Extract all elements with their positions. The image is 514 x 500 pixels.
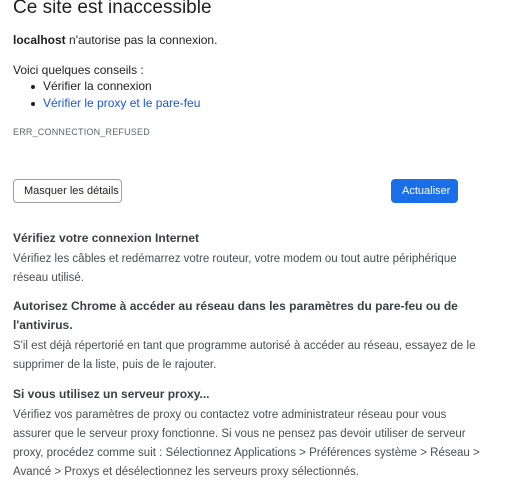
hide-details-button[interactable]: Masquer les détails <box>13 179 122 203</box>
summary-message: n'autorise pas la connexion. <box>65 33 218 47</box>
tips-heading: Voici quelques conseils : <box>13 63 144 77</box>
error-code: ERR_CONNECTION_REFUSED <box>13 127 150 137</box>
tip-check-connection <box>43 78 200 95</box>
summary-host: localhost <box>13 33 66 47</box>
page-title: Ce site est inaccessible <box>13 0 212 18</box>
section-heading: Vérifiez votre connexion Internet <box>13 231 200 245</box>
details-section-proxy <box>13 385 483 482</box>
error-summary <box>13 32 217 48</box>
details-section-firewall <box>13 297 483 375</box>
section-body: Vérifiez les câbles et redémarrez votre routeur, votre modem ou tout autre périphérique réseau utilisé. <box>13 253 457 284</box>
details-section-internet <box>13 229 483 288</box>
tip-label: Vérifier la connexion <box>43 79 152 93</box>
section-heading: Autorisez Chrome à accéder au réseau dans les paramètres du pare-feu ou de l'antivirus. <box>13 299 458 332</box>
tips-list <box>13 78 200 112</box>
tip-proxy-firewall-link[interactable]: Vérifier le proxy et le pare-feu <box>43 96 201 110</box>
section-body: S'il est déjà répertorié en tant que programme autorisé à accéder au réseau, essayez de le supprimer de la liste, puis de le rajouter. <box>13 340 476 371</box>
section-body: Vérifiez vos paramètres de proxy ou contactez votre administrateur réseau pour vous assurer que le serveur proxy fonctionne. Si vous ne pensez pas devoir utiliser de serveur proxy, procédez comme suit : Sélectionnez Applications > Préférences système > Réseau > Avancé > Proxys et désélectionnez les serveurs proxy sélectionnés. <box>13 409 480 478</box>
tip-check-proxy-firewall <box>43 95 200 112</box>
section-heading: Si vous utilisez un serveur proxy... <box>13 387 210 401</box>
reload-button[interactable]: Actualiser <box>391 179 458 203</box>
